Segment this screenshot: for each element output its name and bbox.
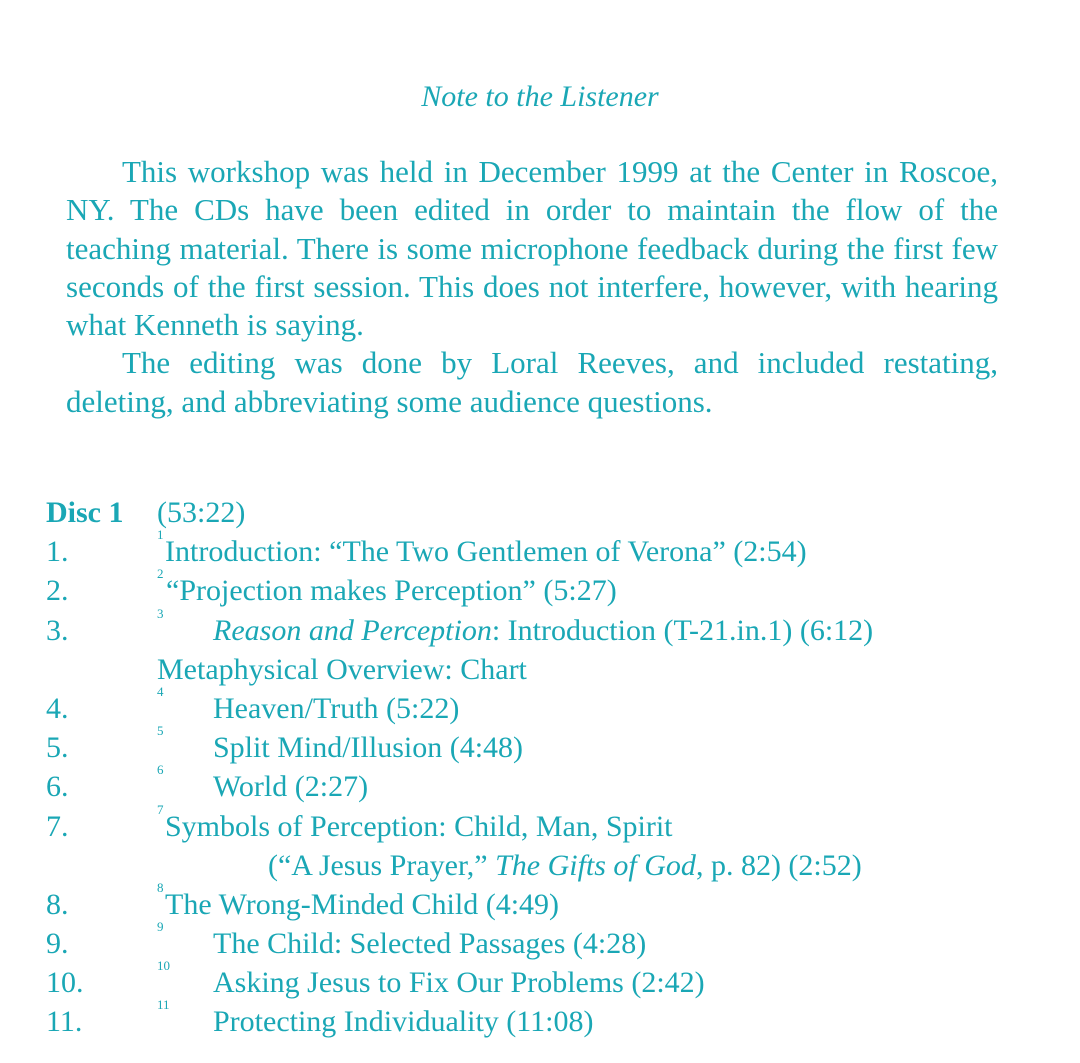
track-number: 11. [46, 1005, 83, 1039]
track-title-pre: (“A Jesus Prayer,” [268, 848, 496, 882]
track-row [46, 527, 1056, 571]
section-heading: Metaphysical Overview: Chart [157, 652, 527, 686]
track-superscript: 4 [157, 683, 164, 699]
note-paragraph: This workshop was held in December 1999 at the Center in Roscoe, NY. The CDs have been edited in order to maintain the flow of the teaching material. There is some microphone feedback during the first few seconds of the first session. This does not interfere, however, with hearing what Kenneth is saying. [66, 154, 998, 343]
track-row [46, 683, 1056, 728]
track-number: 4. [46, 691, 69, 725]
track-title: “Projection makes Perception” (5:27) [166, 574, 617, 608]
track-title [268, 846, 862, 885]
track-number: 8. [46, 887, 69, 921]
track-superscript: 6 [157, 762, 164, 778]
track-title: The Child: Selected Passages (4:28) [213, 927, 647, 961]
track-list [46, 493, 1056, 1042]
track-number: 9. [46, 927, 69, 961]
track-title: The Wrong-Minded Child (4:49) [165, 887, 560, 921]
track-title: Introduction: “The Two Gentlemen of Verona” (2:54) [165, 535, 807, 569]
disc-header [46, 493, 1056, 532]
track-row [46, 801, 1056, 846]
note-body [66, 153, 998, 421]
track-title-rest: , p. 82) (2:52) [695, 848, 862, 882]
track-row [46, 566, 1056, 610]
disc-label: Disc 1 [46, 496, 124, 529]
track-superscript: 7 [157, 801, 164, 817]
track-superscript: 5 [157, 723, 164, 739]
track-row [46, 997, 1056, 1041]
track-row [46, 958, 1056, 1002]
track-superscript: 2 [157, 566, 164, 582]
track-title: Symbols of Perception: Child, Man, Spirit [165, 809, 673, 843]
page-title: Note to the Listener [421, 80, 659, 113]
track-superscript: 1 [157, 527, 164, 543]
track-title-italic: Reason and Perception [213, 613, 492, 647]
section-heading-row [46, 650, 1056, 689]
track-superscript: 10 [157, 958, 170, 974]
track-title: Asking Jesus to Fix Our Problems (2:42) [213, 966, 705, 1000]
track-superscript: 3 [157, 605, 164, 621]
track-row [46, 723, 1056, 767]
track-title-rest: : Introduction (T-21.in.1) (6:12) [491, 613, 874, 647]
note-paragraph: The editing was done by Loral Reeves, and included restating, deleting, and abbreviating some audience questions. [66, 345, 998, 419]
track-continuation-row [46, 846, 1056, 885]
track-title: Protecting Individuality (11:08) [213, 1005, 594, 1039]
track-number: 10. [46, 966, 84, 1000]
track-row [46, 879, 1056, 924]
track-number: 2. [46, 574, 69, 608]
track-superscript: 11 [157, 997, 170, 1013]
track-number: 5. [46, 731, 69, 765]
track-title-italic: The Gifts of God [495, 848, 696, 882]
track-superscript: 9 [157, 919, 164, 935]
track-number: 6. [46, 770, 69, 804]
track-title: Heaven/Truth (5:22) [213, 691, 460, 725]
track-title [213, 611, 873, 650]
track-number: 7. [46, 809, 69, 843]
track-title: World (2:27) [213, 770, 369, 804]
track-row [46, 605, 1056, 650]
disc-duration: (53:22) [157, 496, 246, 529]
track-superscript: 8 [157, 879, 164, 895]
track-title: Split Mind/Illusion (4:48) [213, 731, 524, 765]
track-number: 3. [46, 613, 69, 647]
track-number: 1. [46, 535, 69, 569]
track-row [46, 919, 1056, 963]
track-row [46, 762, 1056, 806]
